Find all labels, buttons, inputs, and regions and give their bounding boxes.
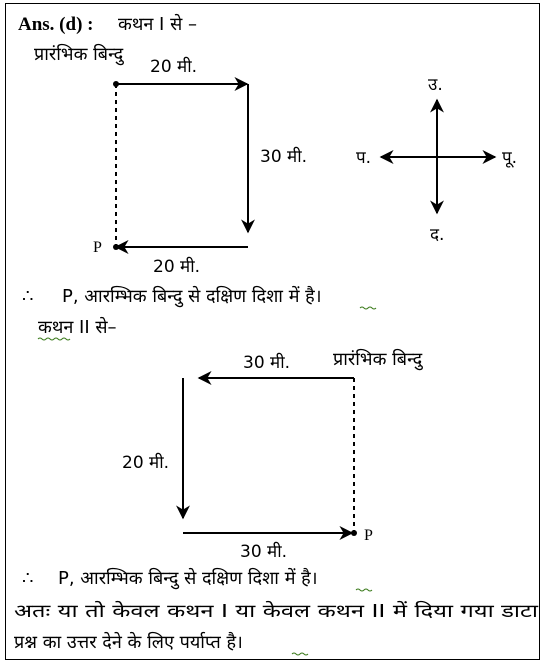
compass-west-label: प. <box>356 148 372 168</box>
diagram1-bottom-distance: 20 मी. <box>153 257 201 277</box>
diagram1-top-distance: 20 मी. <box>150 57 198 77</box>
conclusion1-text: P, आरम्भिक बिन्दु से दक्षिण दिशा में है। <box>62 286 322 307</box>
ans-label: Ans. (d) : <box>18 14 94 35</box>
diagram2-left-distance: 20 मी. <box>122 453 170 473</box>
compass-north-label: उ. <box>428 75 443 95</box>
spellcheck-underline <box>356 589 372 591</box>
compass-south-label: द. <box>430 225 445 245</box>
diagram2-point-label: P <box>364 527 373 544</box>
diagram2-start-label: प्रारंभिक बिन्दु <box>333 349 423 370</box>
compass-east-label: पू. <box>502 148 518 168</box>
diagram1-point-dot <box>113 244 119 250</box>
diagram2-top-distance: 30 मी. <box>243 353 291 373</box>
diagram1-point-label: P <box>93 239 102 256</box>
conclusion2-therefore: ∴ <box>22 568 34 588</box>
diagram2-bottom-distance: 30 मी. <box>240 542 288 562</box>
final-line-1: अतः या तो केवल कथन I या केवल कथन II में दिया गया डाटा <box>14 601 414 622</box>
conclusion2-text: P, आरम्भिक बिन्दु से दक्षिण दिशा में है। <box>58 568 318 589</box>
final-line-2: प्रश्न का उत्तर देने के लिए पर्याप्त है। <box>14 632 243 653</box>
diagram1-start-dot <box>113 81 119 87</box>
statement2-intro: कथन II से– <box>38 317 117 338</box>
diagram2-point-dot <box>351 530 357 536</box>
conclusion1-therefore: ∴ <box>22 286 34 306</box>
spellcheck-underline <box>292 653 308 655</box>
diagram1-right-distance: 30 मी. <box>260 147 308 167</box>
spellcheck-underline <box>38 338 70 340</box>
diagram1-start-label: प्रारंभिक बिन्दु <box>34 44 124 65</box>
spellcheck-underline <box>360 307 376 309</box>
statement1-intro: कथन I से – <box>118 14 197 35</box>
